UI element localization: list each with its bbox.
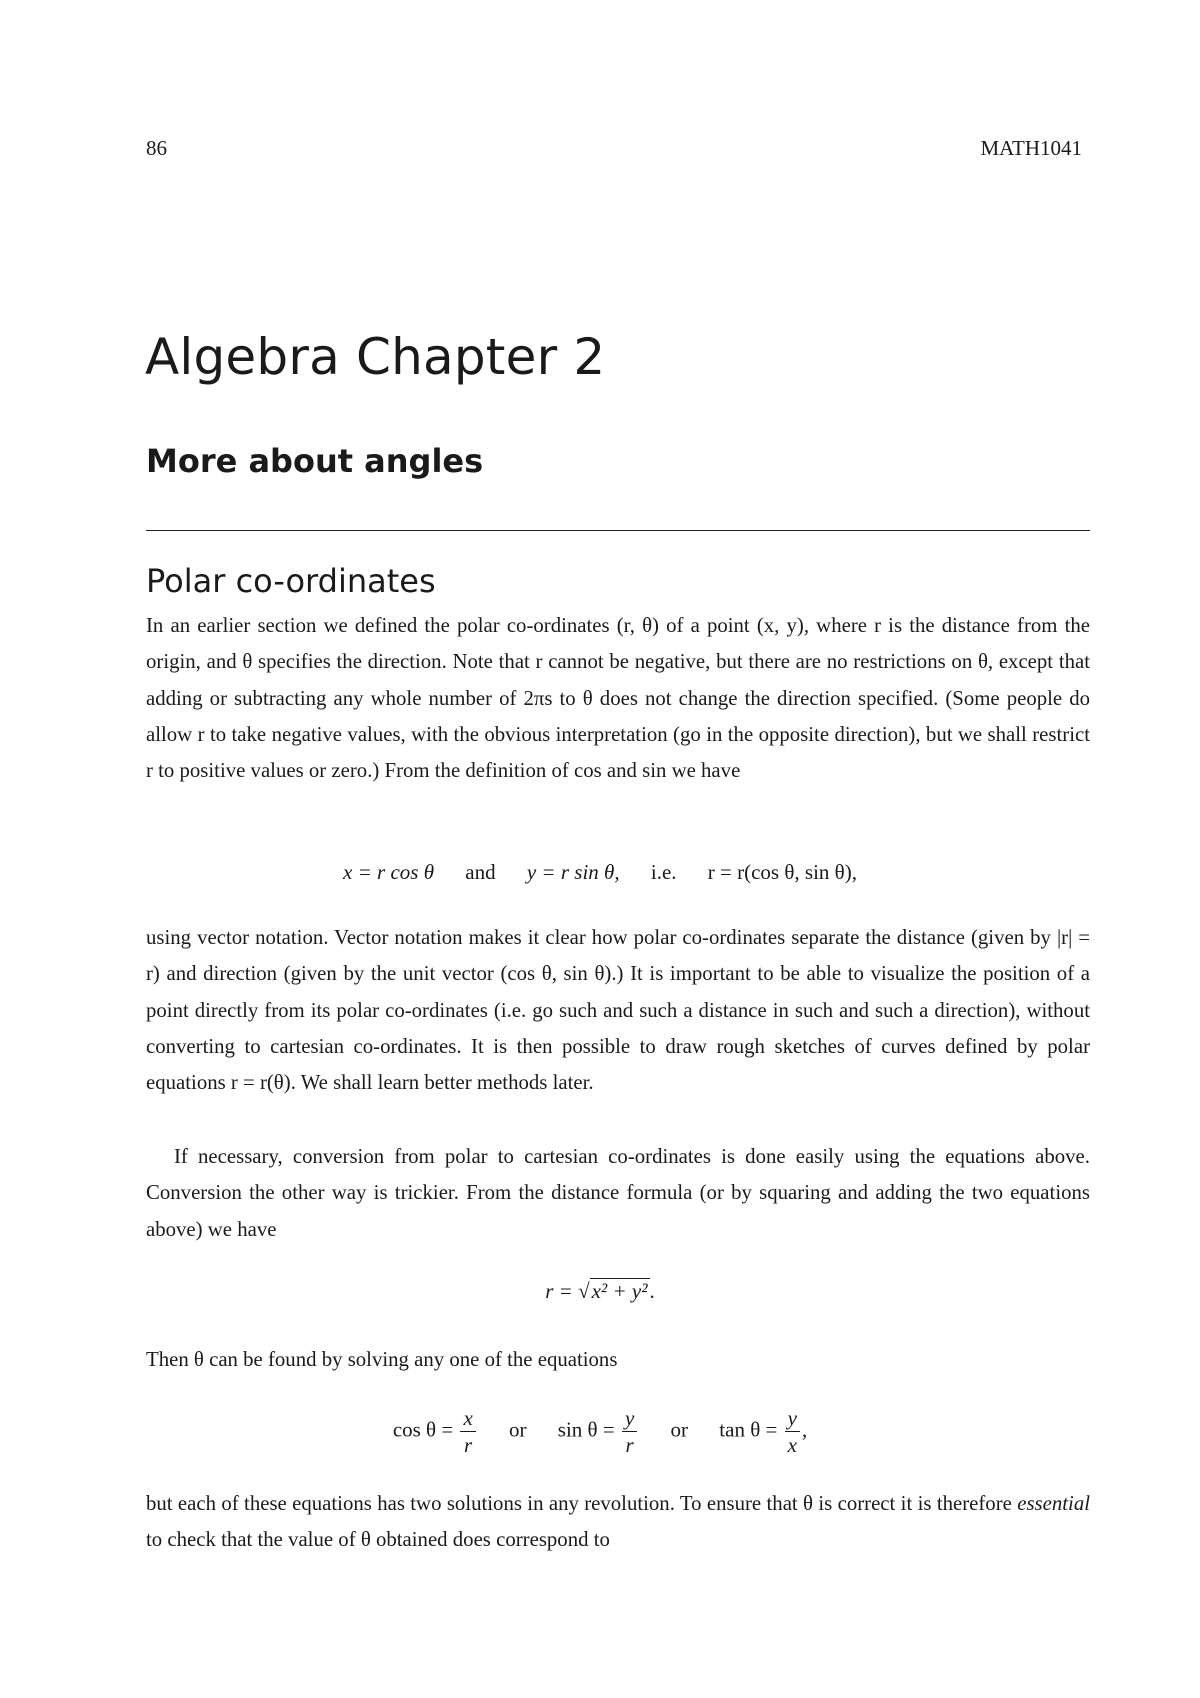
sqrt-sign: √ bbox=[578, 1279, 590, 1303]
equation-part: , bbox=[801, 1417, 808, 1442]
equation-part: sin θ = bbox=[557, 1417, 615, 1442]
equation-part: . bbox=[649, 1279, 655, 1303]
equation-part: cos θ = bbox=[392, 1417, 454, 1442]
paragraph-text: using vector notation. Vector notation makes it clear how polar co-ordinates separate the distance (given by |r| = r) and direction (given by the unit vector (cos θ, sin θ).) It is important to be able to visualize the position of a point directly from its polar co-ordinates (i.e. go such and such a distance in such and such a direction), without converting to cartesian co-ordinates. It is then possible to draw rough sketches of curves defined by polar equations r = r(θ). We shall learn better methods later. bbox=[146, 926, 1090, 1095]
fraction-denominator: x bbox=[787, 1433, 797, 1457]
equation-radicand: x² + y² bbox=[591, 1279, 648, 1303]
paragraph-3 bbox=[146, 1139, 1090, 1248]
paragraph-text: If necessary, conversion from polar to cartesian co-ordinates is done easily using the equations above. Conversion the other way is trickier. From the distance formula (or by squaring and adding the two equations above) we have bbox=[146, 1145, 1090, 1241]
chapter-subtitle: More about angles bbox=[146, 442, 484, 480]
section-title: Polar co-ordinates bbox=[146, 562, 436, 600]
paragraph-4 bbox=[146, 1342, 1090, 1378]
equation-distance bbox=[0, 1278, 1200, 1304]
paragraph-text: Then θ can be found by solving any one of the equations bbox=[146, 1348, 618, 1371]
text-run: to check that the value of θ obtained does correspond to bbox=[146, 1528, 610, 1552]
fraction-numerator: x bbox=[460, 1405, 475, 1432]
fraction-denominator: r bbox=[464, 1433, 473, 1457]
equation-part: or bbox=[509, 1417, 527, 1442]
equation-part: tan θ = bbox=[719, 1417, 778, 1442]
page-number: 86 bbox=[146, 136, 167, 160]
fraction bbox=[785, 1405, 800, 1458]
equation-angle bbox=[0, 1405, 1200, 1458]
text-run: but each of these equations has two solutions in any revolution. To ensure that θ is correct it is therefore bbox=[146, 1492, 1018, 1515]
paragraph-1 bbox=[146, 608, 1090, 789]
paragraph-text bbox=[146, 1486, 1090, 1559]
equation-polar-to-cartesian bbox=[0, 860, 1200, 885]
emphasis-essential: essential bbox=[1017, 1492, 1090, 1515]
paragraph-text: In an earlier section we defined the polar co-ordinates (r, θ) of a point (x, y), where r is the distance from the origin, and θ specifies the direction. Note that r cannot be negative, but there are no restrictions on θ, except that adding or subtracting any whole number of 2πs to θ does not change the direction specified. (Some people do allow r to take negative values, with the obvious interpretation (go in the opposite direction), but we shall restrict r to positive values or zero.) From the definition of cos and sin we have bbox=[146, 614, 1090, 783]
fraction bbox=[622, 1405, 637, 1458]
chapter-divider bbox=[146, 530, 1090, 531]
fraction bbox=[460, 1405, 475, 1458]
course-code: MATH1041 bbox=[980, 136, 1082, 160]
equation-part: i.e. bbox=[650, 860, 677, 884]
fraction-numerator: y bbox=[622, 1405, 637, 1432]
fraction-numerator: y bbox=[785, 1405, 800, 1432]
paragraph-5 bbox=[146, 1486, 1090, 1559]
equation-part: y = r sin θ, bbox=[526, 860, 620, 884]
equation-part: x = r cos θ bbox=[343, 860, 435, 884]
fraction-denominator: r bbox=[625, 1433, 634, 1457]
equation-part: r = r(cos θ, sin θ), bbox=[707, 860, 857, 884]
equation-part: and bbox=[465, 860, 496, 884]
equation-part: or bbox=[670, 1417, 689, 1442]
chapter-title: Algebra Chapter 2 bbox=[145, 328, 606, 386]
equation-part: r = bbox=[545, 1279, 573, 1303]
paragraph-2 bbox=[146, 920, 1090, 1101]
